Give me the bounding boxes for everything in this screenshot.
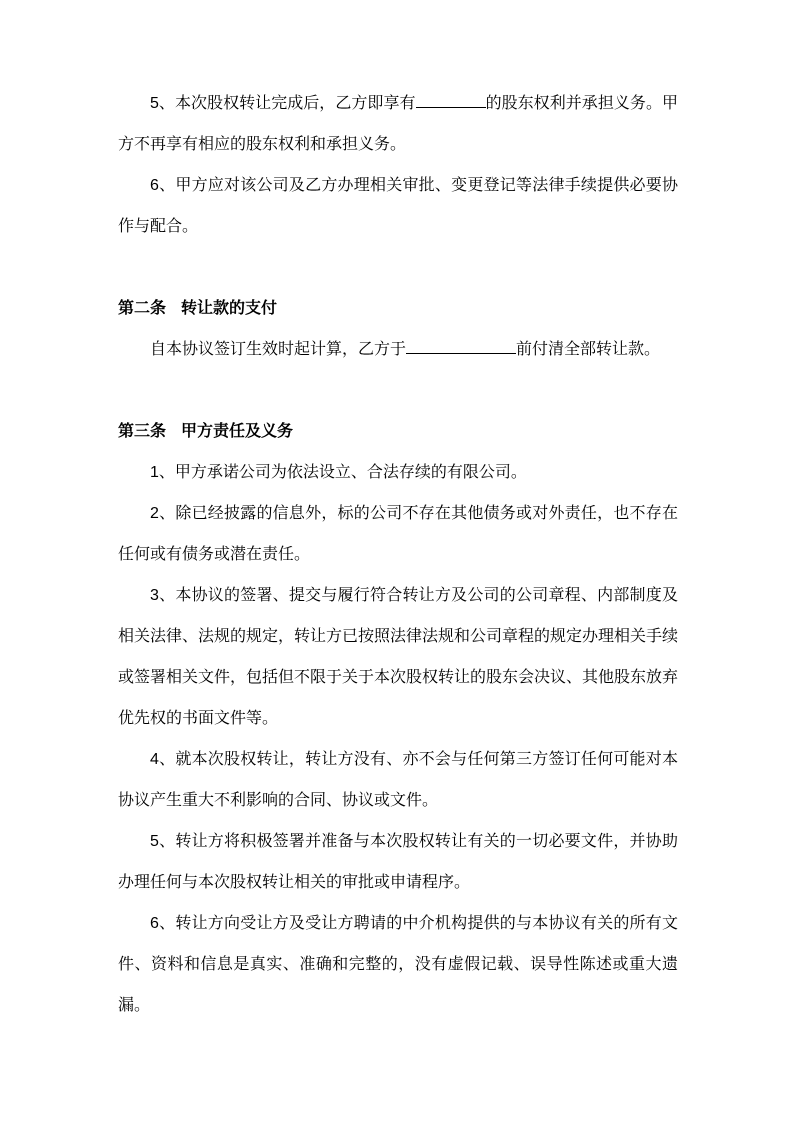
payment-text-before-blank: 自本协议签订生效时起计算，乙方于 — [150, 341, 407, 358]
article-2-number: 第二条 — [118, 300, 167, 317]
article-3-item-1: 1、甲方承诺公司为依法设立、合法存续的有限公司。 — [150, 464, 527, 481]
article-3-heading — [118, 411, 678, 452]
fill-in-blank-shareholder-rights — [416, 92, 486, 108]
clause-5-text-after-blank: 的股东权利并承担义务。甲方不再享有相应的股东权利和承担义务。 — [118, 95, 678, 153]
article-3-title: 甲方责任及义务 — [181, 423, 294, 440]
clause-item-5 — [118, 83, 678, 165]
article-2-title: 转让款的支付 — [181, 300, 278, 317]
article-3-item-5: 5、转让方将积极签署并准备与本次股权转让有关的一切必要文件，并协助办理任何与本次股权转让相关的审批或申请程序。 — [118, 833, 678, 891]
article-3-item-3: 3、本协议的签署、提交与履行符合转让方及公司的公司章程、内部制度及相关法律、法规的规定，转让方已按照法律法规和公司章程的规定办理相关手续或签署相关文件，包括但不限于关于本次股权转让的股东会决议、其他股东放弃优先权的书面文件等。 — [118, 587, 679, 727]
article-3-item-2: 2、除已经披露的信息外，标的公司不存在其他债务或对外责任，也不存在任何或有债务或潜在责任。 — [118, 505, 678, 563]
article-3-item-4: 4、就本次股权转让，转让方没有、亦不会与任何第三方签订任何可能对本协议产生重大不利影响的合同、协议或文件。 — [118, 751, 678, 809]
article-3-number: 第三条 — [118, 423, 167, 440]
fill-in-blank-payment-deadline — [406, 338, 516, 354]
clause-item-6: 6、甲方应对该公司及乙方办理相关审批、变更登记等法律手续提供必要协作与配合。 — [118, 177, 678, 235]
document-content — [118, 83, 678, 1026]
article-3-item-6: 6、转让方向受让方及受让方聘请的中介机构提供的与本协议有关的所有文件、资料和信息是真实、准确和完整的，没有虚假记载、误导性陈述或重大遗漏。 — [118, 915, 678, 1014]
payment-clause — [118, 329, 678, 370]
payment-text-after-blank: 前付清全部转让款。 — [516, 341, 661, 358]
clause-5-text-before-blank: 5、本次股权转让完成后，乙方即享有 — [150, 95, 416, 112]
article-2-heading — [118, 288, 678, 329]
